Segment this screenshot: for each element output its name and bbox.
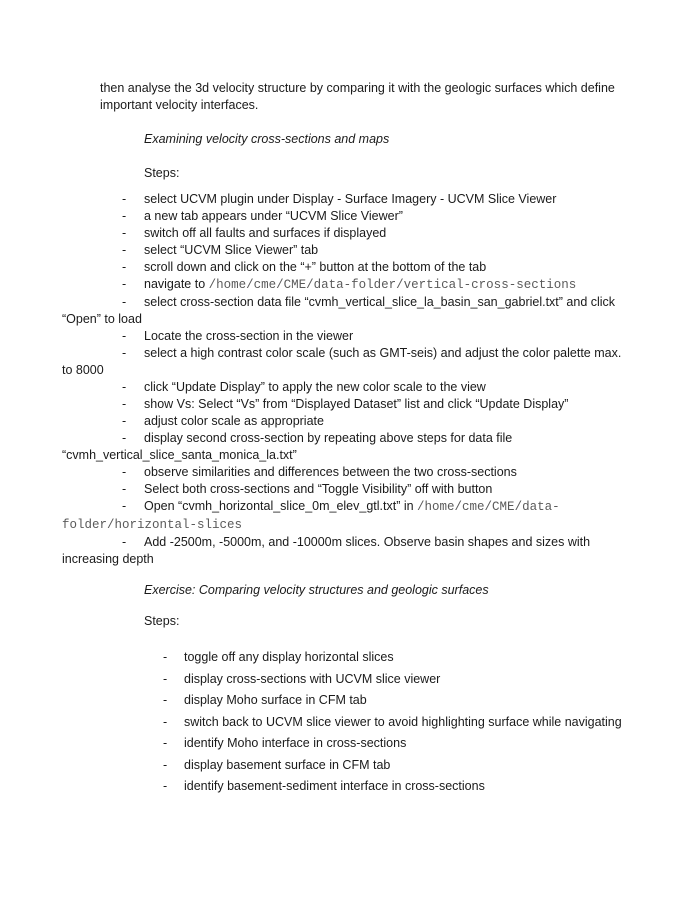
step-text: scroll down and click on the “+” button at the bottom of the tab <box>144 260 487 274</box>
step-item <box>62 242 640 259</box>
step-item <box>62 294 640 328</box>
step-text: Open “cvmh_horizontal_slice_0m_elev_gtl.txt” in <box>144 499 418 513</box>
step-text: switch back to UCVM slice viewer to avoid highlighting surface while navigating <box>184 714 622 729</box>
step-text: select cross-section data file “cvmh_vertical_slice_la_basin_san_gabriel.txt” and click <box>144 295 616 309</box>
section2-heading: Exercise: Comparing velocity structures and geologic surfaces <box>144 583 489 597</box>
bullet-dash: - <box>122 431 127 445</box>
step-item <box>62 735 640 752</box>
section2-steps-label: Steps: <box>144 614 180 628</box>
step-text: a new tab appears under “UCVM Slice Viewer” <box>144 209 403 223</box>
file-path-code: /home/cme/CME/data-folder/vertical-cross-sections <box>208 278 577 292</box>
step-item <box>62 208 640 225</box>
step-text-wrap: “Open” to load <box>62 312 142 326</box>
step-item <box>62 328 640 345</box>
step-text: Add -2500m, -5000m, and -10000m slices. Observe basin shapes and sizes with <box>144 535 591 549</box>
bullet-dash: - <box>122 482 127 496</box>
bullet-dash: - <box>122 226 127 240</box>
step-text: observe similarities and differences between the two cross-sections <box>144 465 517 479</box>
section1-heading: Examining velocity cross-sections and maps <box>144 132 390 146</box>
step-text: Locate the cross-section in the viewer <box>144 329 354 343</box>
step-item <box>62 345 640 379</box>
bullet-dash: - <box>122 414 127 428</box>
step-text: display second cross-section by repeating above steps for data file <box>144 431 513 445</box>
bullet-dash: - <box>122 535 127 549</box>
step-text: click “Update Display” to apply the new color scale to the view <box>144 380 486 394</box>
file-path-code-wrap: folder/horizontal-slices <box>62 518 243 532</box>
bullet-dash: - <box>163 671 168 686</box>
step-text: show Vs: Select “Vs” from “Displayed Dataset” list and click “Update Display” <box>144 397 569 411</box>
step-text-wrap: “cvmh_vertical_slice_santa_monica_la.txt” <box>62 448 297 462</box>
bullet-dash: - <box>163 650 168 664</box>
step-item <box>62 649 640 666</box>
step-item <box>62 413 640 430</box>
bullet-dash: - <box>122 346 127 360</box>
step-item <box>62 276 640 294</box>
step-item <box>62 671 640 688</box>
step-text-wrap: to 8000 <box>62 363 104 377</box>
step-item <box>62 225 640 242</box>
document-content <box>62 80 640 800</box>
bullet-dash: - <box>163 757 168 772</box>
bullet-dash: - <box>122 465 127 479</box>
step-text: switch off all faults and surfaces if displayed <box>144 226 387 240</box>
step-item <box>62 778 640 795</box>
intro-paragraph <box>100 80 640 114</box>
step-item <box>62 464 640 481</box>
bullet-dash: - <box>122 192 127 206</box>
bullet-dash: - <box>163 714 168 729</box>
step-item <box>62 692 640 709</box>
file-path-code: /home/cme/CME/data- <box>417 500 560 514</box>
step-text: select “UCVM Slice Viewer” tab <box>144 243 319 257</box>
section2-steps-list <box>62 649 640 795</box>
step-text: adjust color scale as appropriate <box>144 414 324 428</box>
step-text: select UCVM plugin under Display - Surface Imagery - UCVM Slice Viewer <box>144 192 557 206</box>
intro-line-1: then analyse the 3d velocity structure by comparing it with the geologic surfaces which define <box>100 81 615 95</box>
step-item <box>62 191 640 208</box>
step-text: navigate to <box>144 277 209 291</box>
step-item <box>62 481 640 498</box>
step-text: toggle off any display horizontal slices <box>184 650 394 664</box>
bullet-dash: - <box>163 779 168 793</box>
bullet-dash: - <box>122 397 127 411</box>
step-item <box>62 259 640 276</box>
bullet-dash: - <box>122 243 127 257</box>
step-item <box>62 430 640 464</box>
bullet-dash: - <box>122 380 127 394</box>
bullet-dash: - <box>122 295 127 309</box>
bullet-dash: - <box>163 693 168 707</box>
step-item <box>62 396 640 413</box>
step-text-wrap: increasing depth <box>62 552 154 566</box>
step-item <box>62 379 640 396</box>
step-item <box>62 498 640 534</box>
section1-steps-label: Steps: <box>144 166 180 180</box>
step-text: display cross-sections with UCVM slice viewer <box>184 671 441 686</box>
bullet-dash: - <box>163 736 168 750</box>
section1-steps-list <box>62 191 640 568</box>
bullet-dash: - <box>122 277 127 291</box>
step-item <box>62 714 640 731</box>
step-text: identify Moho interface in cross-sections <box>184 736 407 750</box>
step-item <box>62 534 640 568</box>
step-item <box>62 757 640 774</box>
intro-line-2: important velocity interfaces. <box>100 98 259 112</box>
step-text: display Moho surface in CFM tab <box>184 693 367 707</box>
bullet-dash: - <box>122 329 127 343</box>
bullet-dash: - <box>122 499 127 513</box>
step-text: select a high contrast color scale (such as GMT-seis) and adjust the color palette max. <box>144 346 622 360</box>
step-text: Select both cross-sections and “Toggle Visibility” off with button <box>144 482 493 496</box>
step-text: display basement surface in CFM tab <box>184 757 391 772</box>
step-text: identify basement-sediment interface in cross-sections <box>184 779 485 793</box>
bullet-dash: - <box>122 209 127 223</box>
bullet-dash: - <box>122 260 127 274</box>
